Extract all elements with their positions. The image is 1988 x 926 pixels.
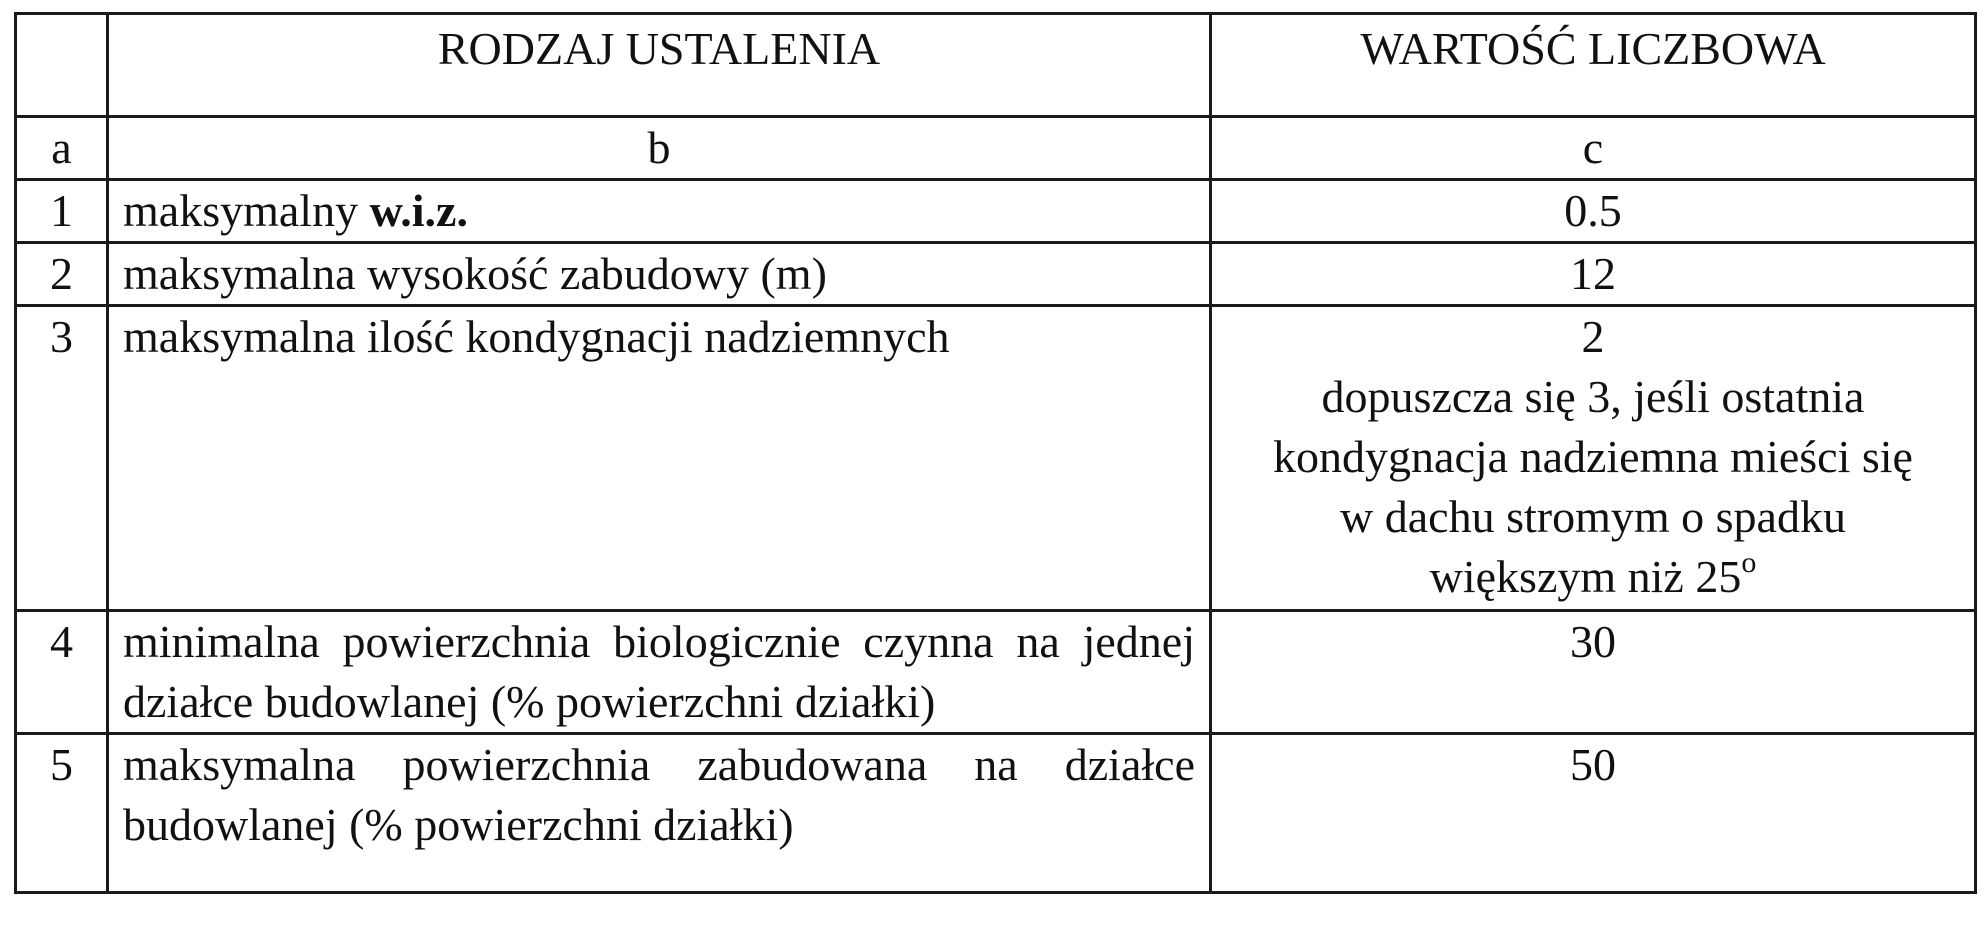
row-value: 30: [1211, 611, 1976, 734]
table-row: [16, 306, 1976, 611]
row-number: 4: [16, 611, 108, 734]
row-value: 12: [1211, 243, 1976, 306]
row-value-with-note: [1211, 306, 1976, 611]
row-label: maksymalna wysokość zabudowy (m): [108, 243, 1211, 306]
row-label: maksymalna ilość kondygnacji nadziemnych: [108, 306, 1211, 611]
row-value: 2: [1581, 311, 1605, 362]
row-note-line: kondygnacja nadziemna mieści się: [1273, 431, 1913, 482]
table-row: [16, 180, 1976, 243]
table-row: [16, 611, 1976, 734]
row-note-line: w dachu stromym o spadku: [1340, 491, 1846, 542]
column-letters-row: [16, 117, 1976, 180]
row-label-bold: w.i.z.: [369, 185, 468, 236]
column-letter-b: b: [108, 117, 1211, 180]
row-number: 1: [16, 180, 108, 243]
column-letter-c: c: [1211, 117, 1976, 180]
column-letter-a: a: [16, 117, 108, 180]
row-number: 2: [16, 243, 108, 306]
row-value: 50: [1211, 734, 1976, 893]
regulations-table: [14, 12, 1977, 894]
row-label: minimalna powierzchnia biologicznie czynna na jednej działce budowlanej (% powierzchni działki): [108, 611, 1211, 734]
header-cell-number: [16, 14, 108, 117]
row-note-line: dopuszcza się 3, jeśli ostatnia: [1321, 371, 1865, 422]
row-label: maksymalna powierzchnia zabudowana na działce budowlanej (% powierzchni działki): [108, 734, 1211, 893]
row-label: [108, 180, 1211, 243]
table-row: [16, 243, 1976, 306]
degree-superscript: o: [1741, 546, 1757, 579]
row-label-text: maksymalny: [123, 185, 370, 236]
row-number: 3: [16, 306, 108, 611]
row-note-text: większym niż 25: [1429, 551, 1742, 602]
header-cell-type: RODZAJ USTALENIA: [108, 14, 1211, 117]
row-number: 5: [16, 734, 108, 893]
row-note-line-last: [1226, 547, 1960, 607]
table-header-row: [16, 14, 1976, 117]
table-row: [16, 734, 1976, 893]
row-value: 0.5: [1211, 180, 1976, 243]
header-cell-value: WARTOŚĆ LICZBOWA: [1211, 14, 1976, 117]
